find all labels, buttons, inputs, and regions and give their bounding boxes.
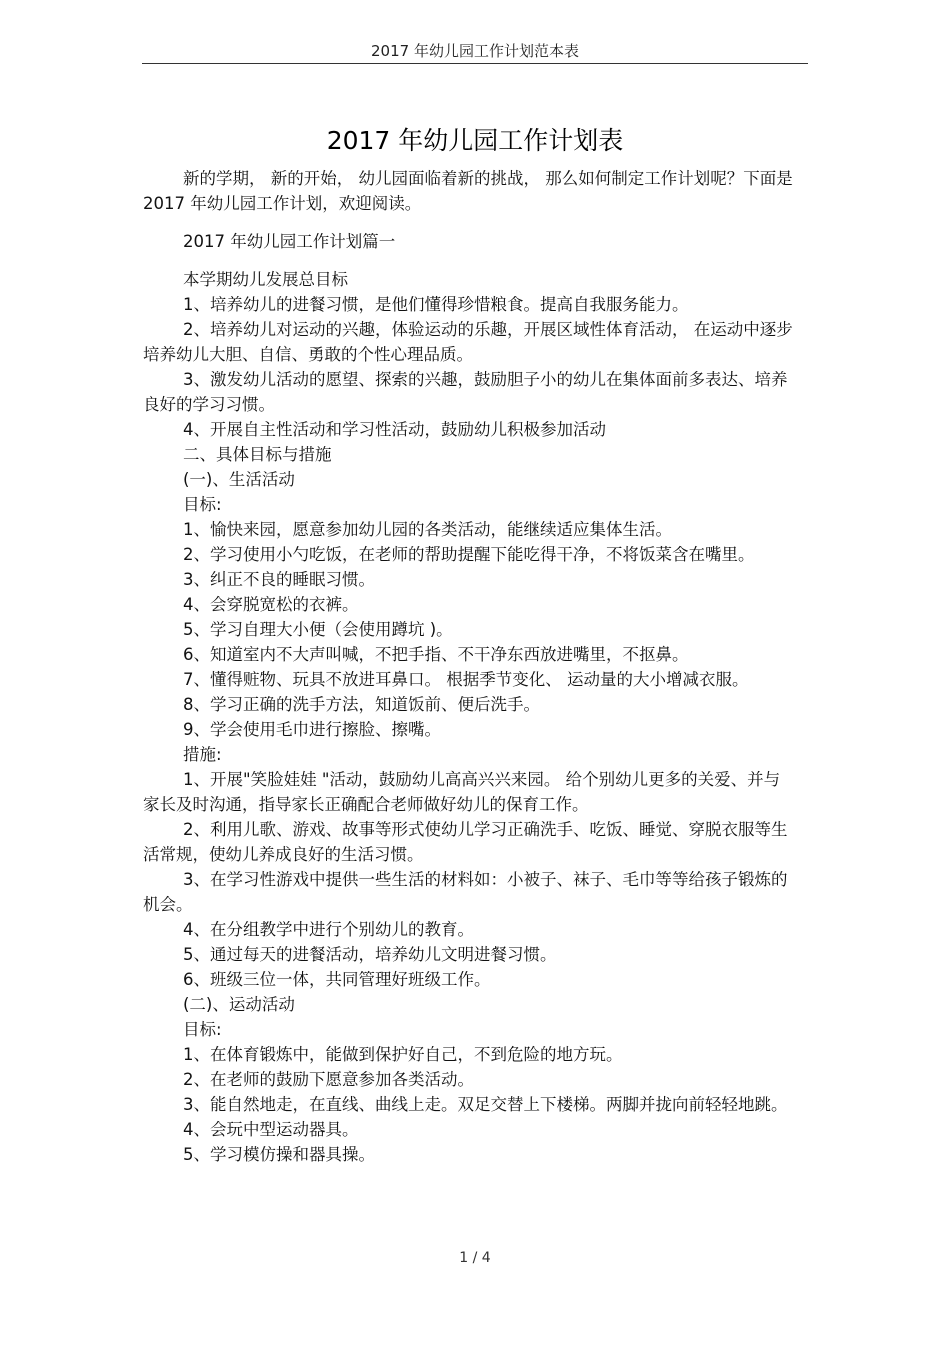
list-item: 5、通过每天的进餐活动，培养幼儿文明进餐习惯。 (183, 945, 557, 964)
list-item: 1、愉快来园，愿意参加幼儿园的各类活动，能继续适应集体生活。 (183, 520, 672, 539)
list-item: 5、学习模仿操和器具操。 (183, 1145, 375, 1164)
document-body (143, 166, 793, 1167)
list-item: 7、懂得赃物、玩具不放进耳鼻口。 根据季节变化、 运动量的大小增减衣服。 (183, 670, 749, 689)
list-item: 2、培养幼儿对运动的兴趣，体验运动的乐趣，开展区域性体育活动， 在运动中逐步培养幼儿大胆、自信、勇敢的个性心理品质。 (143, 320, 793, 364)
list-item: 6、知道室内不大声叫喊，不把手指、不干净东西放进嘴里，不抠鼻。 (183, 645, 689, 664)
label: 目标: (183, 1020, 222, 1039)
list-item: 4、会玩中型运动器具。 (183, 1120, 359, 1139)
section-heading: 2017 年幼儿园工作计划篇一 (183, 232, 396, 251)
intro-paragraph: 新的学期， 新的开始， 幼儿园面临着新的挑战， 那么如何制定工作计划呢？下面是 2017 年幼儿园工作计划，欢迎阅读。 (143, 169, 793, 213)
list-item: 4、在分组教学中进行个别幼儿的教育。 (183, 920, 474, 939)
list-item: 3、能自然地走，在直线、曲线上走。双足交替上下楼梯。两脚并拢向前轻轻地跳。 (183, 1095, 788, 1114)
label: 目标: (183, 495, 222, 514)
list-item: 3、纠正不良的睡眠习惯。 (183, 570, 375, 589)
list-item: 9、学会使用毛巾进行擦脸、擦嘴。 (183, 720, 441, 739)
document-title: 2017 年幼儿园工作计划表 (326, 126, 624, 155)
header-divider (142, 63, 808, 64)
subsection-heading: (一)、生活活动 (183, 470, 295, 489)
list-item: 2、利用儿歌、游戏、故事等形式使幼儿学习正确洗手、吃饭、睡觉、穿脱衣服等生活常规，使幼儿养成良好的生活习惯。 (143, 820, 788, 864)
list-item: 8、学习正确的洗手方法，知道饭前、便后洗手。 (183, 695, 540, 714)
list-item: 1、培养幼儿的进餐习惯，是他们懂得珍惜粮食。提高自我服务能力。 (183, 295, 689, 314)
list-item: 3、激发幼儿活动的愿望、探索的兴趣，鼓励胆子小的幼儿在集体面前多表达、培养良好的学习习惯。 (143, 370, 788, 414)
list-item: 4、开展自主性活动和学习性活动，鼓励幼儿积极参加活动 (183, 420, 606, 439)
running-header: 2017 年幼儿园工作计划范本表 (371, 42, 579, 60)
list-item: 1、在体育锻炼中，能做到保护好自己，不到危险的地方玩。 (183, 1045, 623, 1064)
list-item: 6、班级三位一体，共同管理好班级工作。 (183, 970, 491, 989)
subsection-heading: (二)、运动活动 (183, 995, 295, 1014)
subsection-heading: 二、具体目标与措施 (183, 445, 332, 464)
list-item: 2、学习使用小勺吃饭，在老师的帮助提醒下能吃得干净，不将饭菜含在嘴里。 (183, 545, 755, 564)
list-item: 5、学习自理大小便（会使用蹲坑 )。 (183, 620, 453, 639)
page-number: 1 / 4 (459, 1250, 491, 1266)
label: 措施: (183, 745, 222, 764)
list-item: 2、在老师的鼓励下愿意参加各类活动。 (183, 1070, 474, 1089)
list-item: 1、开展"笑脸娃娃 "活动，鼓励幼儿高高兴兴来园。 给个别幼儿更多的关爱、并与家长及时沟通，指导家长正确配合老师做好幼儿的保育工作。 (143, 770, 781, 814)
list-item: 4、会穿脱宽松的衣裤。 (183, 595, 359, 614)
list-item: 3、在学习性游戏中提供一些生活的材料如：小被子、袜子、毛巾等等给孩子锻炼的机会。 (143, 870, 788, 914)
subsection-heading: 本学期幼儿发展总目标 (183, 270, 348, 289)
